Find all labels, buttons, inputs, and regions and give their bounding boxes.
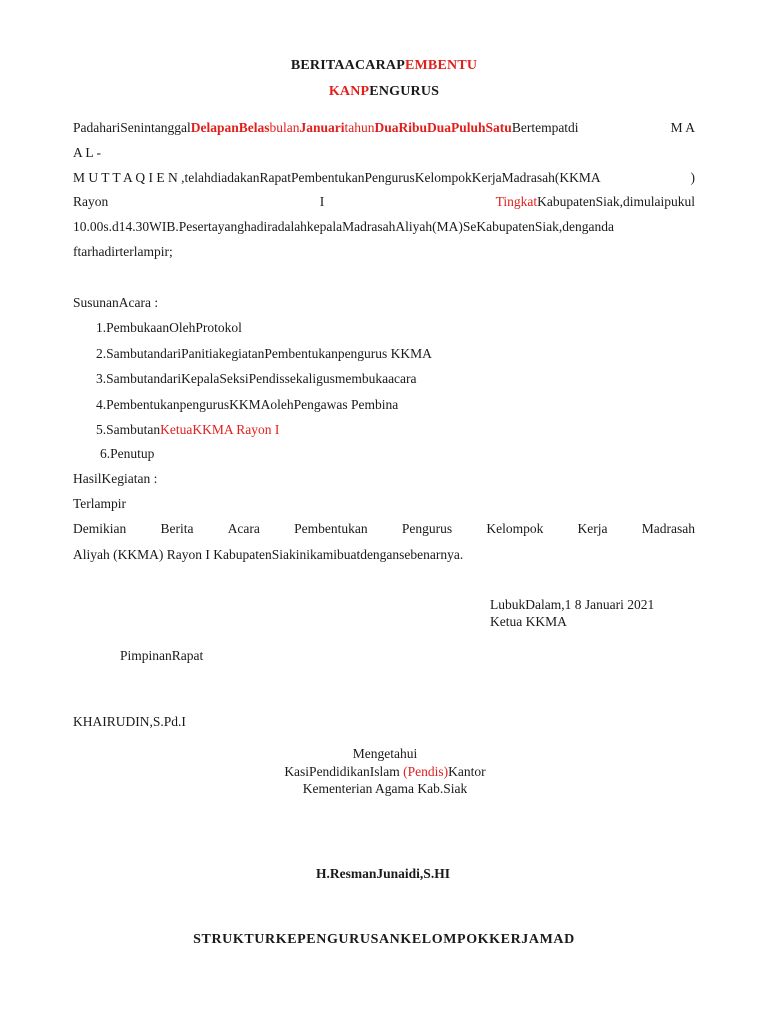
chair-title: Ketua KKMA bbox=[490, 614, 567, 629]
acknowledge-office: KasiPendidikanIslam (Pendis)Kantor bbox=[284, 764, 486, 779]
place-date: LubukDalam,1 8 Januari 2021 bbox=[490, 597, 655, 612]
agenda-item: 3.SambutandariKepalaSeksiPendissekaligusmembukaacara bbox=[96, 371, 417, 386]
opening-line-3: M U T T A Q I E N ,telahdiadakanRapatPembentukanPengurusKelompokKerjaMadrasah(KKMA ) bbox=[73, 170, 695, 185]
next-section-title: STRUKTURKEPENGURUSANKELOMPOKKERJAMAD bbox=[193, 932, 575, 947]
document-title-line2: KANPENGURUS bbox=[328, 84, 440, 99]
agenda-item: 6.Penutup bbox=[100, 446, 155, 461]
agenda-item: 5.SambutanKetuaKKMA Rayon I bbox=[96, 422, 280, 437]
acknowledge-ministry: Kementerian Agama Kab.Siak bbox=[302, 781, 468, 796]
opening-line-5: 10.00s.d14.30WIB.PesertayanghadiradalahkepalaMadrasahAliyah(MA)SeKabupatenSiak,denganda bbox=[73, 219, 614, 234]
acknowledge-label: Mengetahui bbox=[352, 746, 418, 761]
opening-line-4: Rayon I TingkatKabupatenSiak,dimulaipukul bbox=[73, 194, 695, 209]
agenda-item: 1.PembukaanOlehProtokol bbox=[96, 320, 242, 335]
result-heading: HasilKegiatan : bbox=[73, 471, 158, 486]
agenda-item: 2.SambutandariPanitiakegiatanPembentukanpengurus KKMA bbox=[96, 346, 432, 361]
agenda-item: 4.PembentukanpengurusKKMAolehPengawas Pembina bbox=[96, 397, 399, 412]
agenda-heading: SusunanAcara : bbox=[73, 295, 159, 310]
opening-line-2: A L - bbox=[73, 145, 101, 160]
meeting-lead-name: KHAIRUDIN,S.Pd.I bbox=[73, 714, 186, 729]
acknowledge-name: H.ResmanJunaidi,S.HI bbox=[316, 866, 450, 881]
closing-line-1: Demikian Berita Acara Pembentukan Pengurus Kelompok Kerja Madrasah bbox=[73, 521, 695, 536]
meeting-lead-label: PimpinanRapat bbox=[120, 648, 204, 663]
result-value: Terlampir bbox=[73, 496, 127, 511]
document-title-line1: BERITAACARAPEMBENTU bbox=[290, 58, 478, 73]
opening-line-6: ftarhadirterlampir; bbox=[73, 244, 173, 259]
closing-line-2: Aliyah (KKMA) Rayon I KabupatenSiakinikamibuatdengansebenarnya. bbox=[73, 547, 464, 562]
opening-line-1: PadahariSenintanggalDelapanBelasbulanJanuaritahunDuaRibuDuaPuluhSatuBertempatdi M A bbox=[73, 120, 695, 135]
